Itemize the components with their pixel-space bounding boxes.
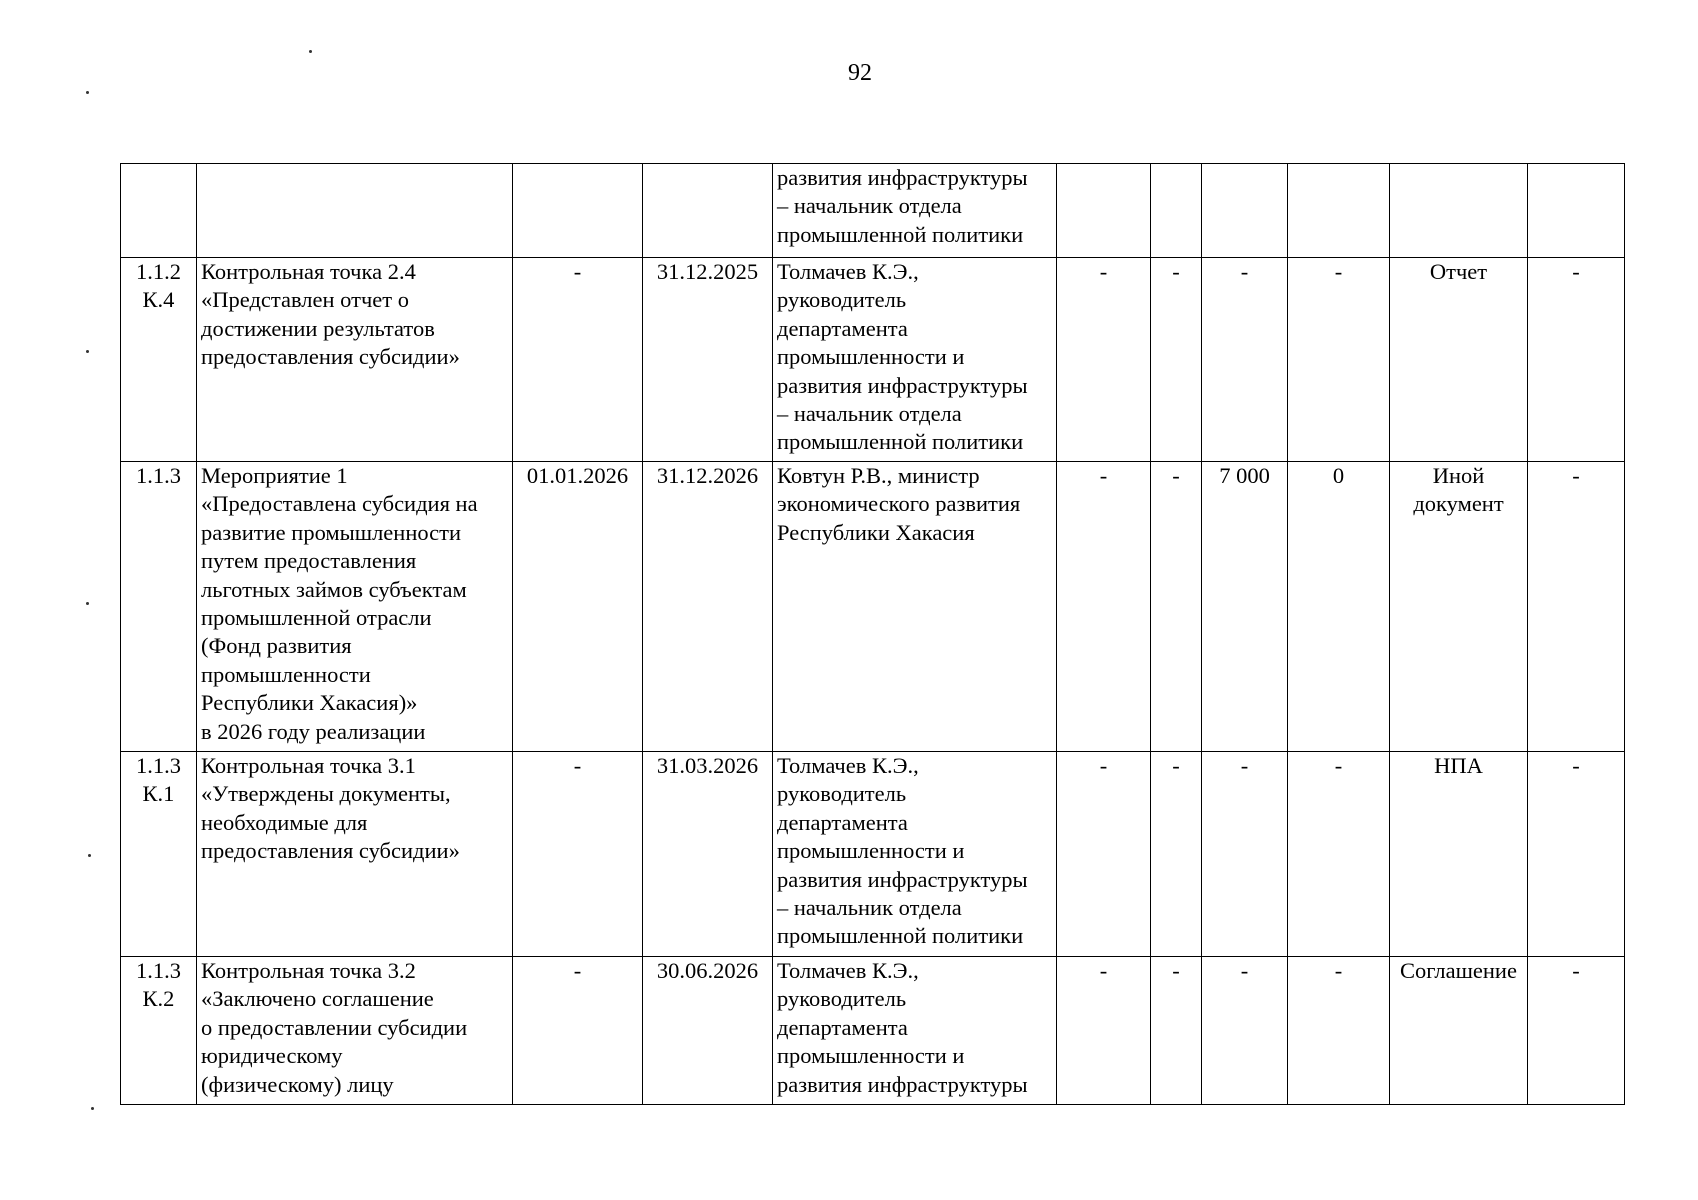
table-row [121,957,1625,1105]
row-number-cell: 1.1.2 К.4 [121,258,197,462]
value-cell-4 [1288,164,1390,258]
scan-speck [86,602,89,605]
document-type-cell: НПА [1390,752,1528,957]
document-type-cell: Соглашение [1390,957,1528,1105]
scan-speck [86,91,89,94]
value-cell-1: - [1057,462,1151,752]
row-number-cell [121,164,197,258]
value-cell-3: - [1202,258,1288,462]
value-cell-2: - [1151,752,1202,957]
start-date-cell: - [513,258,643,462]
value-cell-3 [1202,164,1288,258]
value-cell-3: - [1202,752,1288,957]
document-type-cell: Отчет [1390,258,1528,462]
value-cell-4: - [1288,258,1390,462]
scan-speck [91,1107,94,1110]
scan-speck [86,350,89,353]
event-name-cell [197,164,513,258]
start-date-cell: - [513,752,643,957]
value-cell-2: - [1151,258,1202,462]
value-cell-1: - [1057,957,1151,1105]
start-date-cell: - [513,957,643,1105]
start-date-cell: 01.01.2026 [513,462,643,752]
responsible-cell: Толмачев К.Э., руководитель департамента промышленности и развития инфраструктуры – начальник отдела промышленной политики [773,258,1057,462]
last-cell: - [1528,957,1625,1105]
scan-speck [309,50,312,53]
value-cell-3: - [1202,957,1288,1105]
table-row [121,752,1625,957]
value-cell-4: - [1288,752,1390,957]
end-date-cell [643,164,773,258]
table-row [121,164,1625,258]
event-name-cell: Мероприятие 1 «Предоставлена субсидия на развитие промышленности путем предоставления льготных займов субъектам промышленной отрасли (Фонд развития промышленности Республики Хакасия)» в 2026 году реализации [197,462,513,752]
table-row [121,462,1625,752]
end-date-cell: 30.06.2026 [643,957,773,1105]
value-cell-2: - [1151,462,1202,752]
last-cell [1528,164,1625,258]
start-date-cell [513,164,643,258]
value-cell-1 [1057,164,1151,258]
value-cell-1: - [1057,752,1151,957]
value-cell-3: 7 000 [1202,462,1288,752]
responsible-cell: развития инфраструктуры – начальник отдела промышленной политики [773,164,1057,258]
plan-table [120,163,1625,1105]
value-cell-2: - [1151,957,1202,1105]
last-cell: - [1528,752,1625,957]
end-date-cell: 31.12.2025 [643,258,773,462]
end-date-cell: 31.03.2026 [643,752,773,957]
scan-speck [88,854,91,857]
value-cell-2 [1151,164,1202,258]
responsible-cell: Толмачев К.Э., руководитель департамента промышленности и развития инфраструктуры – начальник отдела промышленной политики [773,752,1057,957]
row-number-cell: 1.1.3 [121,462,197,752]
event-name-cell: Контрольная точка 2.4 «Представлен отчет о достижении результатов предоставления субсидии» [197,258,513,462]
row-number-cell: 1.1.3 К.1 [121,752,197,957]
value-cell-4: 0 [1288,462,1390,752]
value-cell-4: - [1288,957,1390,1105]
row-number-cell: 1.1.3 К.2 [121,957,197,1105]
event-name-cell: Контрольная точка 3.1 «Утверждены документы, необходимые для предоставления субсидии» [197,752,513,957]
event-name-cell: Контрольная точка 3.2 «Заключено соглашение о предоставлении субсидии юридическому (физическому) лицу [197,957,513,1105]
responsible-cell: Ковтун Р.В., министр экономического развития Республики Хакасия [773,462,1057,752]
document-type-cell [1390,164,1528,258]
table-row [121,258,1625,462]
end-date-cell: 31.12.2026 [643,462,773,752]
document-type-cell: Иной документ [1390,462,1528,752]
page-number: 92 [848,60,872,86]
last-cell: - [1528,258,1625,462]
responsible-cell: Толмачев К.Э., руководитель департамента промышленности и развития инфраструктуры [773,957,1057,1105]
last-cell: - [1528,462,1625,752]
value-cell-1: - [1057,258,1151,462]
